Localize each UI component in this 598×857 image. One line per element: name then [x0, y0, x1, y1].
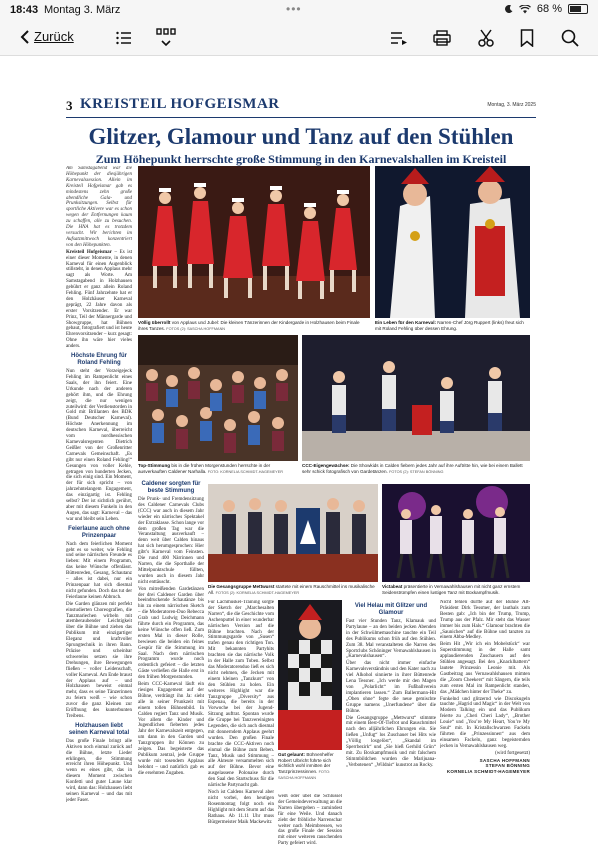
page-overview-icon[interactable]: [153, 26, 179, 50]
paragraph: Nach dem feierlichen Moment geht es so weiter, wie Fehling und seine närrischen Freunde es lieben: Mit einem Programm, das keine Wünsche offenlässt. Büttenreden, Gesang, Schautanz – alles ist dabei, nur ein Prinzenpaar hat sich diesmal nicht gefunden. Doch das tut der Feierlaune keinen Abbruch.: [66, 541, 132, 600]
photo-buehnenhelfer[interactable]: [278, 600, 342, 750]
paragraph: – Es ist einer dieser Momente, in denen Karneval für einen Augenblick stillsteht, in denen Applaus mehr sagt als Worte. Am Samstagabend in Holzhausen gebührt er ganz allein Roland Fehling. Fünf Jahrzehnte hat er den Holzhäuser Karneval geprägt, 22 Jahre davon als erster Vorsitzender. Er war Prinz, Teil der Männergarde und Showgruppe, hat Bühnen gebaut, fotografiert und ist heute Ehrenvorsitzender – kurz gesagt: Ohne ihn wäre hier vieles anders.: [66, 249, 132, 350]
playlist-icon[interactable]: [387, 26, 411, 50]
article-column-1: [66, 166, 132, 848]
battery-icon: [568, 4, 588, 14]
article-intro: Am Samstagabend war die Höhepunkt der diesjährigen Karnevalssession. Allein im Kreisteil Hofgeismar gab es mindestens zehn große abendliche Gala- und Prunksitzungen. Selbst für sportliche Aktivere war es schon wegen der Entfernungen kaum zu schaffen, alle zu besuchen. Die HNA hat es trotzdem versucht. Wir berichten im Aufsatzmittwoch konzentriert von den Höhepunkten.: [66, 166, 132, 248]
multitask-dots-icon[interactable]: •••: [286, 2, 302, 16]
subheading: Viel Helau mit Glitzer und Glamour: [354, 603, 428, 616]
chevron-left-icon: [20, 30, 30, 44]
paragraph: Nun steht der Vorzeigejeck Fehling im Rampenlicht eines Saals, der ihn feiert. Eine Urkunde nach der anderen gehört ihm, und die Ehrung zeigt, die nur wenigen zuteilwird: der Verdienstorden in Gold mit Brillanten des BDK (Bund Deutscher Karneval). Höchste Anerkennung im deutschen Karneval, überreicht vom nordhessischen Karnevalsregenten Dietrich Geißler von der Großenritter Carnevals Gemeinschaft. „Es gibt nur einen Roland Fehling!“ Gesungen von voller Kehle, getragen von hunderten Jecken, die sich einig sind. Ein Moment, der für sich spricht – von jahrzehntelangem Engagement, das einzigartig ist. Fehling selbst? Der ist sichtlich gerührt, aber mit diesem Funkeln in den Augen, das sagt: Karneval – das war und bleibt sein Leben.: [66, 369, 132, 522]
paragraph: weiß oder übel die Schlüssel der Gemeindeverwaltung an die Narren übergeben – zumindest für eine Weile. Und danach zieht der fröhliche Narrenschar weiter nach Meimbressen, wo das große Finale der Session mit einer weiteren rauschenden Party gefeiert wird.: [278, 794, 342, 847]
scissors-icon[interactable]: [474, 26, 498, 50]
article-column-2b: [208, 600, 274, 848]
paragraph: Beim Hit „Wir ich ein Mobelstück“ war Superstimmung in der Halle samt applaudierenden Zuschauern auf den Stühlen angesagt. Bei den „Knacklhattern“ lautete Prinzessin Leonie mit. Als Gastbeitrag aus Vernawahlshausen mimten die „Zoom Cheekers“ mit Sängern, die teils zum ersten Mal im Rampenlicht standen, das „Mädchen hinter der Theke“ zu.: [440, 642, 530, 695]
page-header: [66, 96, 536, 118]
paragraph: Die Garden glänzen mit perfekt einstudierten Choreografien, die Tanzmariechen wirbeln mit atemberaubender Leichtigkeit über die Bühne und ziehen das Publikum mit einzigartiger Eleganz und kraftvoller Sprungtechnik in ihren Bann. Präzise und scheinbar schwerelos setzen sie ihre Drehungen, ihre Bewegungen fließen – voller Leidenschaft, voller Karneval. Am Ende braust der Applaus auf – und Holzhausen beweist einmal mehr, dass es seine Tänzerinnen zu feiern weiß – wie schon zuvor die ganz Kleinen zur Eröffnung des kunterbunten Treibens.: [66, 601, 132, 719]
paragraph: Über das nicht immer einfache Karnevalsverständnis und den Kater nach zu viel Alkohol sinnierte in ihrer Büttenrede Lena Tessner. „Ich werde mir den Magen von „Polarlicht“ im Fußballverein implantieren lassen.“ Zum Ballermann-Hit „Oben ohne“ fegte die neue gemischte Gruppe namens „Unerfundene“ über die Bühne.: [346, 661, 436, 714]
moon-icon: [505, 5, 513, 14]
photo-narhalla[interactable]: [138, 335, 298, 461]
subheading: Höchste Ehrung für Roland Fehling: [70, 353, 127, 367]
photo-mettwurst[interactable]: [208, 484, 378, 582]
photo-caption: CCC-Eigengewächse: Die Showkids in Calden fiebern jedes Jahr auf ihre Auftritte hin, wie bei einem Ballett sehr schick fotografisch von Gardetänzen. FOTOS (2): STEFAN BÖNNING: [302, 463, 523, 474]
bookmark-icon[interactable]: [515, 26, 539, 50]
section-title: KREISTEIL HOFGEISMAR: [80, 96, 280, 112]
paragraph: Von mitreißenden Gardetänzen der drei Caldener Garden über beeindruckende Schautänze bis hin zu einem närrischen Sketch – die Moderatoren-Duo Rebecca Grab und Ludwig Deichmann führte durch ein Programm, das keine Wünsche offen ließ. Zum ersten Mal in dieser Rolle, bewiesen die beiden ein feines Gespür für die Stimmung im Saal. Nach dem närrischen Programm wurde noch ordentlich gefeiert – die letzten Gäste verließen die Halle erst in den frühen Morgenstunden.: [138, 586, 204, 681]
photo-showkids[interactable]: [302, 335, 530, 461]
photo-caption: Völlig überrollt von Applaus und Jubel: Die kleinen Tänzerinnen der Kindergarde in Holzhausen beim Finale ihres Tanzes. FOTOS (2): SASCHA HOFFMANN: [138, 320, 360, 331]
article-column-4: [440, 600, 530, 848]
subheading: Holzhausen liebt seinen Karneval total: [68, 722, 130, 736]
paragraph: Für Lachmuskel-Training sorgte der Sketch der „Marchesalten Narren“, die die Geschichte vom Aschenputtel in einer wunderbar närrischen Version auf die Bühne brachten. Nach der Stimmungsgarde von „Susen“ trafen genau den richtigen Ton. Mit bekannten Partyhits brachten sie das närrische Volk in der Halle zum Toben. Selbst das Moderatorenduo ließ es sich nicht nehmen, die Jecken mit einem kleinen „Tanzkurs“ von den Stühlen zu holen. Ein weiteres Highlight war die Tanzgruppe „Diversity“ aus Espenau, die bereits in der Vorwoche bei der Jugend-Sitzung auftrat. Spontan wurde die Gruppe bei Tanzvereinigten Legenden, die sich auch diesmal mit donnerndem Applaus geehrt wurden. Den großen Finale brachte die CCC-Aktiven noch einmal die Bühne zum Beben. Tanz, Musik und Stimmung – alle Akteure versammelten sich auf der Bühne. Bevor eine ausgelassene Polonaise durch den Saal den Startschuss für die närrische Partynacht gab.: [208, 600, 274, 789]
article-column-2: [138, 478, 204, 848]
article-column-3: [346, 600, 436, 848]
photo-ehrung[interactable]: [375, 166, 530, 318]
battery-percent: 68 %: [536, 3, 562, 15]
paragraph: Beim CCC-Karneval läuft ein riesiges Engagement auf der Bühne, verdrängt ihn Ja: sieht alle in seiner Prunkzeit mit einem tollen Bühnenbild. In Calden regiert Tanz und Musik. Vor allem die Kinder und Jugendlichen fieberten jedes Jahr der Karnevalszeit entgegen, um dann in den Garden und Tanzgruppen ihr Können zu zeigen. Das begeisterte das Publikum zentral, jede Gruppe wurde mit tosendem Applaus belohnt – und natürlich gab es die ersehnten Zugaben.: [138, 682, 204, 776]
photo-caption: Victabeat präsentierte in Vernawahlshausen mit nicht ganz ernstem Seidenstrümpfen einen lustigen Tanz mit Boxkampfmusik.: [382, 584, 521, 595]
back-label: Zurück: [34, 29, 74, 44]
page-number: 3: [66, 98, 73, 113]
paragraph: Die Gesangsgruppe „Mettwurst“ stimmte mit einem Best-Of-Tiefrot und Rauschmittel nach den alljährlichen Ehrungen ein. Sie ließen „Unfug“ los Zuschauer bei Hits wie „Völlig losgelöst“, „Skandal im Sperrbezirk“ und „Sie hieß Gerhild Grün“ mit. Zu Boxkampfmusik und mit falschem Stimmbildchen wurden die Marijuana-„Verbotenen“ „Wildnis“ kunstrot an Rocky.: [346, 715, 436, 768]
photo-caption: Gut gelaunt: Bühnenhelfer Robert Ulbricht führte sich sichtlich wohl inmitten der Tanzprinzessinnen. FOTO: SASCHA HOFFMANN: [278, 752, 334, 780]
battery-fill: [570, 6, 581, 12]
wifi-icon: [519, 5, 531, 14]
issue-date: Montag, 3. März 2025: [487, 102, 536, 108]
paragraph: Fast vier Stunden Tanz, Klamauk und Partylaune – an den beiden jecken Abenden in der Schwülmemaschine tauchte ein Teil des Publikums schon früh auf den Stühlen. Zum 38. Mal veranstalteten die Narren des Sportclubs Schöninger Vernawahlshausen in „Karnevalshausen“.: [346, 619, 436, 660]
article-column-2c: [278, 794, 342, 848]
status-date: Montag 3. März: [44, 4, 121, 16]
photo-caption: Top-Stimmung bis in die frühen Morgenstunden herrschte in der ausverkauften Caldener Narhalla. FOTO: KORNELIA SCHMIDT-HAGEMEYER: [138, 463, 283, 474]
status-time: 18:43: [10, 4, 39, 16]
list-icon[interactable]: [112, 26, 136, 50]
status-bar: [0, 0, 598, 20]
headline: Glitzer, Glamour und Tanz auf den Stühlen: [88, 124, 514, 149]
subheading: Feierlaune auch ohne Prinzenpaar: [68, 525, 130, 539]
dateline: Kreisteil Hofgeismar: [66, 249, 112, 255]
continuation-note: (wird fortgesetzt): [495, 750, 530, 756]
paragraph: Das große Finale bringt alle Aktiven noch einmal zurück auf die Bühne, letzte Lieder erklingen, die Stimmung erreicht ihren Höhepunkt. Und wenn es eines gibt, das in diesem Moment zwischen Konfetti und guter Laune klar wird, dann das: Holzhausen liebt seinen Karneval – und das mit jeder Faser.: [66, 738, 132, 803]
status-right: [505, 3, 588, 15]
newspaper-page[interactable]: [50, 80, 550, 855]
search-icon[interactable]: [558, 26, 582, 50]
paragraph: Noch ist Caldens Karneval aber nicht vorbei, den heutigen Rosenmontag folgt noch ein Highlight mit dem Sturm auf das Rathaus. Ab 11.11 Uhr muss Bürgermeister Maik Mackewitz: [208, 790, 274, 825]
photo-caption: Ein Leben für den Karneval: Narren-Chef Jörg Ruppert (links) freut sich mit Roland Fehling über dessen Ehrung.: [375, 320, 524, 331]
paragraph: Nicht fehlen durfte auf der Bühne Alt-Präsident Dirk Tessmer, der lauthals zum Besten gab: „Ich bin der Trump, Trump, Trump aus der Pfalz. Mir steht das Wasser immer bis zum Hals.“ Glamour brachten die „Saunichen“ auf die Bühne und tanzten zu einem Abba-Medley.: [440, 600, 530, 641]
paragraph: Die Prunk- und Fremdensitzung des Caldener Carnevals Clubs (CCC) war auch in diesem Jahr wieder ein närrisches Spektakel der Extraklasse. Schon lange vor dem großen Tag war die Veranstaltung ausverkauft – denn weit über Calden hinaus hat sich herumgesprochen: Hier gibt’s Karneval vom Feinsten. Die rund 400 Närrinnen und Narren, die die Sporthalle der Mittelpunktschule füllten, wurden auch in diesem Jahr nicht enttäuscht.: [138, 497, 204, 585]
photo-victabeat[interactable]: [382, 484, 530, 582]
author-signature: SASCHA HOFFMANN STEFAN BÖNNING KORNELIA SCHMIDT-HAGEMEYER: [446, 757, 530, 775]
subheadline: Zum Höhepunkt herrschte große Stimmung in den Karnevalshallen im Kreisteil: [95, 152, 507, 166]
print-icon[interactable]: [430, 26, 454, 50]
photo-caption: Die Gesangsgruppe Mettwurst startete mit einem Rauschmittel ins musikalische All. FOTOS (2): KORNELIA SCHMIDT-HAGEMEYER: [208, 584, 375, 595]
subheading: Caldener sorgten für beste Stimmung: [141, 481, 201, 494]
back-button[interactable]: [20, 29, 74, 44]
paragraph: Funkelnd und glitzernd wie Discokugeln tauchte „Hagrid und Magic“ in der Welt von Modern Talking ein und das Publikum feierte zu „Cheri Cheri Lady“, „Brother Louie“ und „You’re My Heart, You’re My Soul“ mit. In Kristallschwarzen Fackeln führten die „Prinzessinnen“ aus dem einsamen Fackeln, ganz begeisternden jecken in Vernawahlshausen weg.: [440, 696, 530, 749]
photo-kindergarde[interactable]: [138, 166, 370, 318]
reader-toolbar: [0, 20, 598, 56]
